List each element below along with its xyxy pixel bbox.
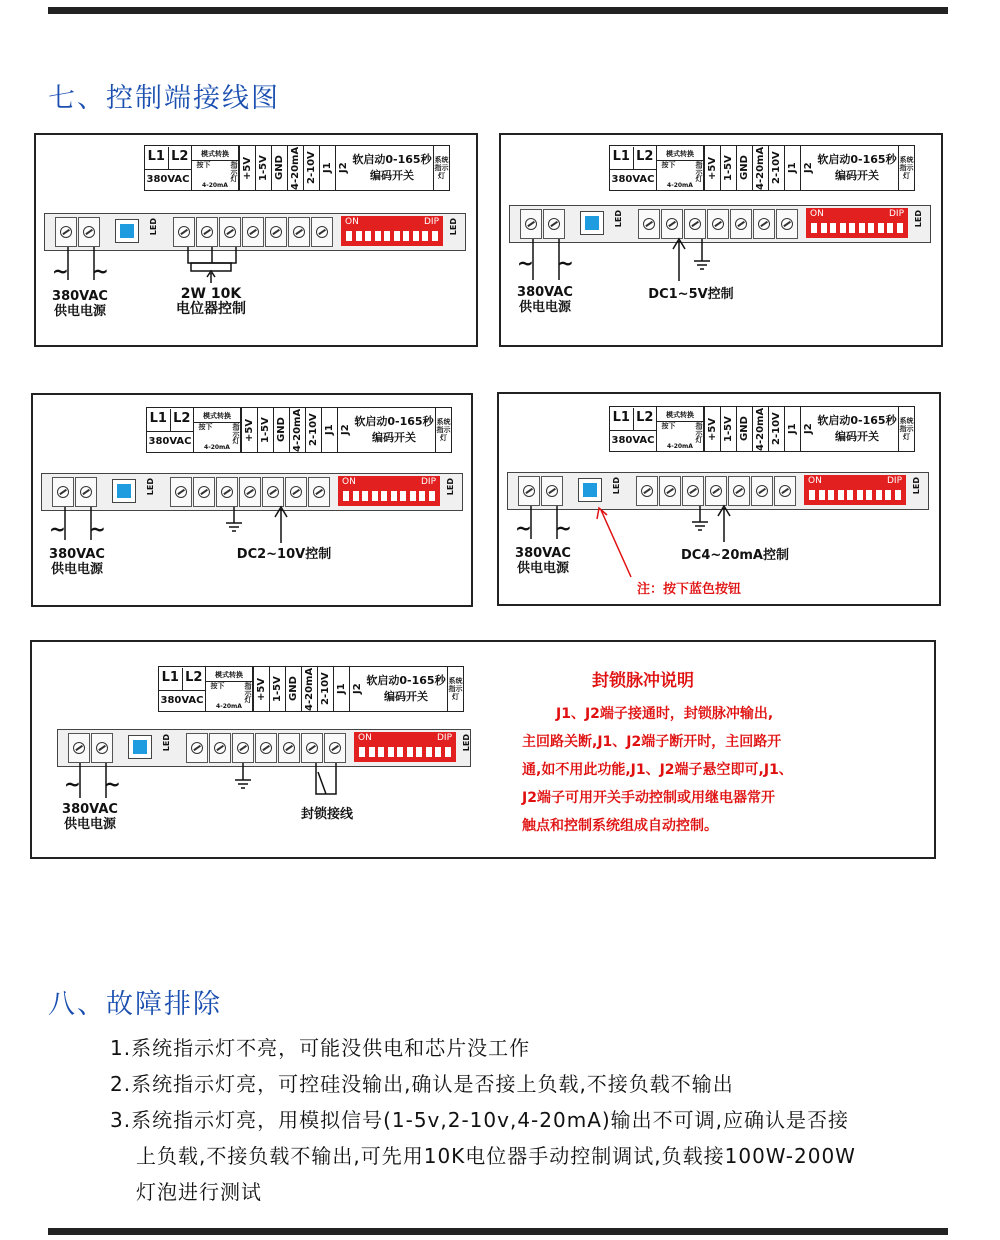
voltage-label: 380VAC [146, 173, 190, 185]
trouble-item-1: 1.系统指示灯不亮，可能没供电和芯片没工作 [110, 1036, 531, 1060]
l2-label: L2 [636, 409, 654, 425]
ma-mode-label: 4-20mA [204, 443, 230, 451]
ma-label: 4-20mA [289, 408, 305, 452]
wiring-panel-dc4-20ma [497, 392, 941, 606]
system-indicator-label: 系统指示灯 [448, 677, 463, 701]
voltage-label: 380VAC [611, 434, 655, 446]
press-label: 按下 [198, 422, 213, 431]
voltage-label: 380VAC [160, 694, 204, 706]
led-label: LED [149, 218, 158, 236]
v15-label: 1-5V [720, 146, 736, 190]
ma-mode-label: 4-20mA [667, 442, 693, 450]
ma-mode-label: 4-20mA [667, 181, 693, 189]
gnd-label: GND [736, 146, 752, 190]
led-label: LED [614, 210, 623, 228]
ma-label: 4-20mA [287, 146, 303, 190]
code-switch-label: 编码开关 [372, 431, 416, 444]
system-indicator-label: 系统指示灯 [434, 156, 449, 180]
indicator-label: 指示灯 [244, 681, 252, 703]
wiring-panel-dc2-10v [31, 393, 473, 607]
led-label: LED [446, 478, 455, 496]
ac-symbol-1: ~ [49, 517, 66, 541]
mode-switch-label: 模式转换 [657, 409, 703, 422]
ac-symbol-2: ~ [92, 259, 109, 283]
dip-label: DIP [436, 733, 452, 743]
l2-label: L2 [171, 148, 189, 164]
l1-label: L1 [159, 668, 183, 690]
p5v-label: +5V [253, 667, 269, 711]
dip-on-label: ON [358, 733, 372, 743]
l1-label: L1 [610, 147, 634, 169]
v210-label: 2-10V [768, 146, 784, 190]
dip-label: DIP [423, 217, 439, 227]
wiring-lines [32, 642, 492, 857]
j1-label: J1 [333, 667, 349, 711]
gnd-label: GND [736, 407, 752, 451]
code-switch-label: 编码开关 [835, 169, 879, 182]
led-label: LED [449, 218, 458, 236]
ac-symbol-2: ~ [104, 772, 121, 796]
code-switch-label: 编码开关 [384, 690, 428, 703]
j1-label: J1 [319, 146, 335, 190]
j1-label: J1 [784, 407, 800, 451]
soft-start-label: 软启动0-165秒 [817, 414, 897, 427]
system-indicator-label: 系统指示灯 [436, 418, 451, 442]
v15-label: 1-5V [720, 407, 736, 451]
indicator-label: 指示灯 [232, 422, 240, 444]
l1-label: L1 [610, 408, 634, 430]
soft-start-label: 软启动0-165秒 [354, 415, 434, 428]
lock-wiring-label: 封锁接线 [300, 807, 353, 822]
led-label: LED [162, 734, 171, 752]
bottom-border [48, 1228, 948, 1235]
l1-label: L1 [147, 409, 171, 431]
p5v-label: +5V [704, 407, 720, 451]
led-label: LED [912, 477, 921, 495]
power-label: 380VAC 供电电源 [52, 289, 108, 319]
wiring-panel-dc1-5v [499, 133, 943, 347]
press-label: 按下 [661, 421, 676, 430]
led-label: LED [462, 734, 471, 752]
mode-switch-label: 模式转换 [206, 669, 252, 682]
ma-label: 4-20mA [301, 667, 317, 711]
potentiometer-label: 2W 10K 电位器控制 [176, 286, 246, 317]
ma-label: 4-20mA [752, 146, 768, 190]
control-label: DC2~10V控制 [236, 547, 332, 562]
power-label: 380VAC 供电电源 [515, 546, 571, 576]
gnd-label: GND [273, 408, 289, 452]
led-label: LED [146, 478, 155, 496]
dip-label: DIP [888, 209, 904, 219]
j2-label: J2 [800, 407, 816, 451]
dip-label: DIP [886, 476, 902, 486]
press-label: 按下 [210, 681, 225, 690]
voltage-label: 380VAC [148, 435, 192, 447]
press-label: 按下 [196, 160, 211, 169]
soft-start-label: 软启动0-165秒 [352, 153, 432, 166]
j2-label: J2 [335, 146, 351, 190]
ac-symbol-1: ~ [515, 516, 532, 540]
top-border [48, 7, 948, 14]
trouble-item-2: 2.系统指示灯亮，可控硅没输出,确认是否接上负载,不接负载不输出 [110, 1072, 734, 1096]
ac-symbol-1: ~ [517, 251, 534, 275]
v210-label: 2-10V [317, 667, 333, 711]
voltage-label: 380VAC [611, 173, 655, 185]
j2-label: J2 [800, 146, 816, 190]
section8-title: 八、故障排除 [48, 989, 222, 1020]
ac-symbol-2: ~ [557, 251, 574, 275]
l2-label: L2 [185, 669, 203, 685]
dip-on-label: ON [345, 217, 359, 227]
mode-switch-label: 模式转换 [657, 148, 703, 161]
code-switch-label: 编码开关 [835, 430, 879, 443]
mode-switch-label: 模式转换 [192, 148, 238, 161]
p5v-label: +5V [239, 146, 255, 190]
trouble-item-3-cont: 上负载,不接负载不输出,可先用10K电位器手动控制调试,负载接100W-200W [136, 1144, 856, 1168]
j2-label: J2 [349, 667, 365, 711]
press-label: 按下 [661, 160, 676, 169]
section7-title: 七、控制端接线图 [48, 83, 280, 114]
blue-button-note: 注：按下蓝色按钮 [637, 582, 742, 597]
j1-label: J1 [784, 146, 800, 190]
j1-label: J1 [321, 408, 337, 452]
lock-note-title: 封锁脉冲说明 [592, 671, 694, 691]
indicator-label: 指示灯 [230, 160, 238, 182]
ac-symbol-1: ~ [64, 772, 81, 796]
v15-label: 1-5V [257, 408, 273, 452]
system-indicator-label: 系统指示灯 [899, 156, 914, 180]
dip-label: DIP [420, 477, 436, 487]
ma-label: 4-20mA [752, 407, 768, 451]
indicator-label: 指示灯 [695, 160, 703, 182]
v15-label: 1-5V [255, 146, 271, 190]
power-label: 380VAC 供电电源 [62, 802, 118, 832]
power-label: 380VAC 供电电源 [517, 285, 573, 315]
l2-label: L2 [173, 410, 191, 426]
gnd-label: GND [285, 667, 301, 711]
control-label: DC4~20mA控制 [681, 548, 789, 563]
wiring-lines [33, 395, 471, 605]
control-label: DC1~5V控制 [648, 287, 734, 302]
trouble-item-3: 3.系统指示灯亮，用模拟信号(1-5v,2-10v,4-20mA)输出不可调,应确认是否接 [110, 1108, 850, 1132]
wiring-lines [501, 135, 941, 345]
ac-symbol-1: ~ [52, 259, 69, 283]
wiring-lines [499, 394, 939, 604]
led-label: LED [914, 210, 923, 228]
lock-note-body: J1、J2端子接通时，封锁脉冲输出, 主回路关断,J1、J2端子断开时，主回路开 通,如不用此功能,J1、J2端子悬空即可,J1、 J2端子可用开关手动控制或用继电器常开 触点和控制系统组成自动控制。 [522, 706, 793, 834]
p5v-label: +5V [241, 408, 257, 452]
v210-label: 2-10V [768, 407, 784, 451]
dip-on-label: ON [342, 477, 356, 487]
indicator-label: 指示灯 [695, 421, 703, 443]
wiring-panel-potentiometer [34, 133, 478, 347]
v210-label: 2-10V [303, 146, 319, 190]
ma-mode-label: 4-20mA [202, 181, 228, 189]
wiring-panel-lock-pulse [30, 640, 936, 859]
soft-start-label: 软启动0-165秒 [366, 674, 446, 687]
p5v-label: +5V [704, 146, 720, 190]
ma-mode-label: 4-20mA [216, 702, 242, 710]
mode-switch-label: 模式转换 [194, 410, 240, 423]
ac-symbol-2: ~ [89, 517, 106, 541]
trouble-item-3-cont2: 灯泡进行测试 [136, 1180, 262, 1204]
led-label: LED [612, 477, 621, 495]
ac-symbol-2: ~ [555, 516, 572, 540]
j2-label: J2 [337, 408, 353, 452]
l2-label: L2 [636, 148, 654, 164]
l1-label: L1 [145, 147, 169, 169]
gnd-label: GND [271, 146, 287, 190]
system-indicator-label: 系统指示灯 [899, 417, 914, 441]
code-switch-label: 编码开关 [370, 169, 414, 182]
v15-label: 1-5V [269, 667, 285, 711]
soft-start-label: 软启动0-165秒 [817, 153, 897, 166]
dip-on-label: ON [808, 476, 822, 486]
power-label: 380VAC 供电电源 [49, 547, 105, 577]
v210-label: 2-10V [305, 408, 321, 452]
dip-on-label: ON [810, 209, 824, 219]
